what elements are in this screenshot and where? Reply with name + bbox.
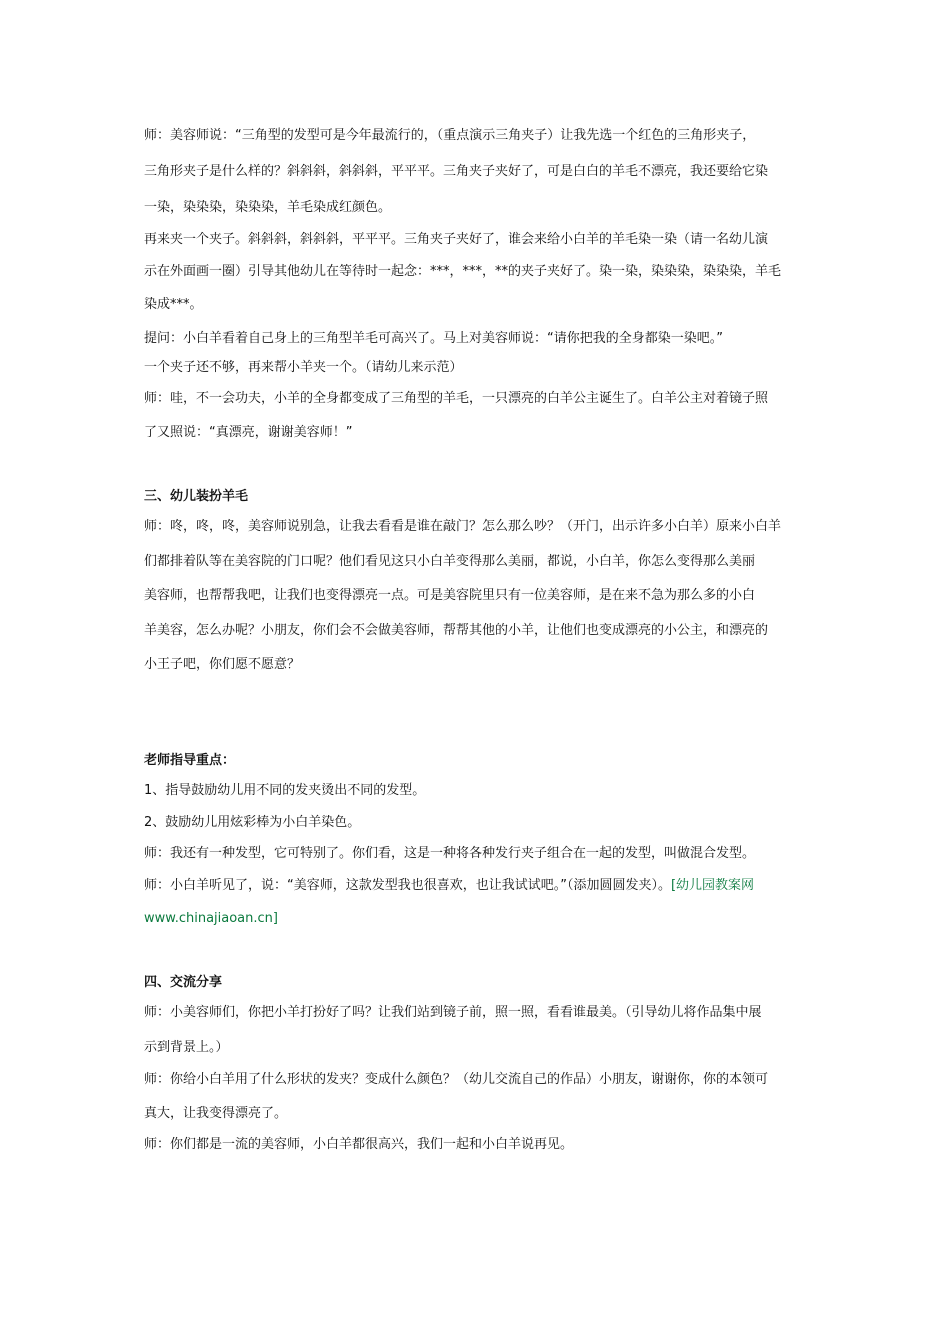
paragraph-line: 师：小美容师们，你把小羊打扮好了吗？让我们站到镜子前，照一照，看看谁最美。（引导幼儿将作品集中展 bbox=[144, 1005, 762, 1020]
paragraph-line: 示到背景上。） bbox=[144, 1040, 229, 1055]
paragraph-line: 一染，染染染，染染染，羊毛染成红颜色。 bbox=[144, 200, 392, 215]
paragraph-line: 师：哇，不一会功夫，小羊的全身都变成了三角型的羊毛，一只漂亮的白羊公主诞生了。白羊公主对着镜子照 bbox=[144, 391, 769, 406]
guide-item: 1、指导鼓励幼儿用不同的发夹烫出不同的发型。 bbox=[144, 783, 426, 798]
paragraph-line: 提问：小白羊看着自己身上的三角型羊毛可高兴了。马上对美容师说：“请你把我的全身都染一染吧。” bbox=[144, 331, 723, 346]
paragraph-line: 一个夹子还不够，再来帮小羊夹一个。（请幼儿来示范） bbox=[144, 360, 463, 375]
paragraph-line: 师：美容师说：“三角型的发型可是今年最流行的，（重点演示三角夹子）让我先选一个红色的三角形夹子， bbox=[144, 128, 756, 143]
paragraph-line: 真大，让我变得漂亮了。 bbox=[144, 1106, 288, 1121]
site-url-link[interactable]: www.chinajiaoan.cn] bbox=[144, 911, 278, 926]
guide-heading: 老师指导重点： bbox=[144, 753, 236, 768]
paragraph-line: 美容师，也帮帮我吧，让我们也变得漂亮一点。可是美容院里只有一位美容师，是在来不急为那么多的小白 bbox=[144, 588, 756, 603]
paragraph-line bbox=[144, 870, 812, 902]
section-heading: 三、幼儿装扮羊毛 bbox=[144, 489, 249, 504]
paragraph-line: 羊美容，怎么办呢？小朋友，你们会不会做美容师，帮帮其他的小羊，让他们也变成漂亮的小公主，和漂亮的 bbox=[144, 623, 769, 638]
paragraph-line: 染成***。 bbox=[144, 297, 203, 312]
paragraph-line: 三角形夹子是什么样的？斜斜斜，斜斜斜，平平平。三角夹子夹好了，可是白白的羊毛不漂亮，我还要给它染 bbox=[144, 164, 769, 179]
paragraph-line: 再来夹一个夹子。斜斜斜，斜斜斜，平平平。三角夹子夹好了，谁会来给小白羊的羊毛染一染（请一名幼儿演 bbox=[144, 232, 769, 247]
section-heading: 四、交流分享 bbox=[144, 975, 223, 990]
paragraph-line: 师：你们都是一流的美容师，小白羊都很高兴，我们一起和小白羊说再见。 bbox=[144, 1137, 574, 1152]
paragraph-line: 师：你给小白羊用了什么形状的发夹？变成什么颜色？（幼儿交流自己的作品）小朋友，谢谢你，你的本领可 bbox=[144, 1072, 769, 1087]
paragraph-line: 们都排着队等在美容院的门口呢？他们看见这只小白羊变得那么美丽，都说，小白羊，你怎么变得那么美丽 bbox=[144, 554, 756, 569]
paragraph-line: 示在外面画一圈）引导其他幼儿在等待时一起念：***，***，**的夹子夹好了。染一染，染染染，染染染，羊毛 bbox=[144, 264, 782, 279]
paragraph-line: 了又照说：“真漂亮，谢谢美容师！” bbox=[144, 425, 353, 440]
paragraph-line: 师：咚，咚，咚，美容师说别急，让我去看看是谁在敲门？怎么那么吵？（开门，出示许多小白羊）原来小白羊 bbox=[144, 519, 782, 534]
paragraph-line: 师：我还有一种发型，它可特别了。你们看，这是一种将各种发行夹子组合在一起的发型，叫做混合发型。 bbox=[144, 846, 756, 861]
guide-item: 2、鼓励幼儿用炫彩棒为小白羊染色。 bbox=[144, 815, 361, 830]
paragraph-text: 师：小白羊听见了，说：“美容师，这款发型我也很喜欢，也让我试试吧。”（添加圆圆发夹）。 bbox=[144, 878, 671, 893]
paragraph-line: 小王子吧，你们愿不愿意？ bbox=[144, 657, 301, 672]
site-link[interactable]: [幼儿园教案网 bbox=[670, 878, 755, 893]
paragraph-line bbox=[144, 903, 812, 935]
